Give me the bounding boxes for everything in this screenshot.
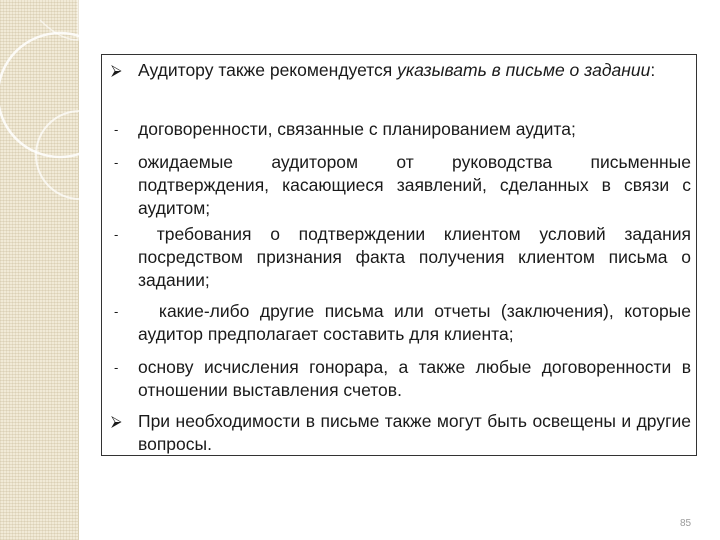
intro-text: Аудитору также рекомендуется xyxy=(138,60,398,80)
dash-bullet-icon: - xyxy=(114,122,119,137)
decorative-circles-icon xyxy=(0,0,80,540)
list-item-text: какие-либо другие письма или отчеты (заключения), которые аудитор предполагает составить для клиента; xyxy=(138,301,691,344)
dash-bullet-icon: - xyxy=(114,227,119,242)
dash-bullet-icon: - xyxy=(114,360,119,375)
content-box xyxy=(101,54,697,456)
arrow-bullet-icon: ⮚ xyxy=(111,413,122,430)
arrow-bullet-icon: ⮚ xyxy=(111,62,122,79)
dash-bullet-icon: - xyxy=(114,155,119,170)
list-item-text: требования о подтверждении клиентом условий задания посредством признания факта получения клиентом письма о задании; xyxy=(138,224,691,290)
intro-italic-text: указывать в письме о задании xyxy=(397,60,651,80)
list-item-text: При необходимости в письме также могут быть освещены и другие вопросы. xyxy=(138,411,691,454)
page-number: 85 xyxy=(680,518,692,529)
list-item-text: основу исчисления гонорара, а также любые договоренности в отношении выставления счетов. xyxy=(138,357,691,400)
dash-bullet-icon: - xyxy=(114,304,119,319)
intro-punctuation: : xyxy=(650,60,656,80)
list-item-text: договоренности, связанные с планированием аудита; xyxy=(138,119,576,139)
list-item-text xyxy=(138,59,691,82)
list-item-text: ожидаемые аудитором от руководства письменные подтверждения, касающиеся заявлений, сделанных в связи с аудитом; xyxy=(138,152,691,218)
